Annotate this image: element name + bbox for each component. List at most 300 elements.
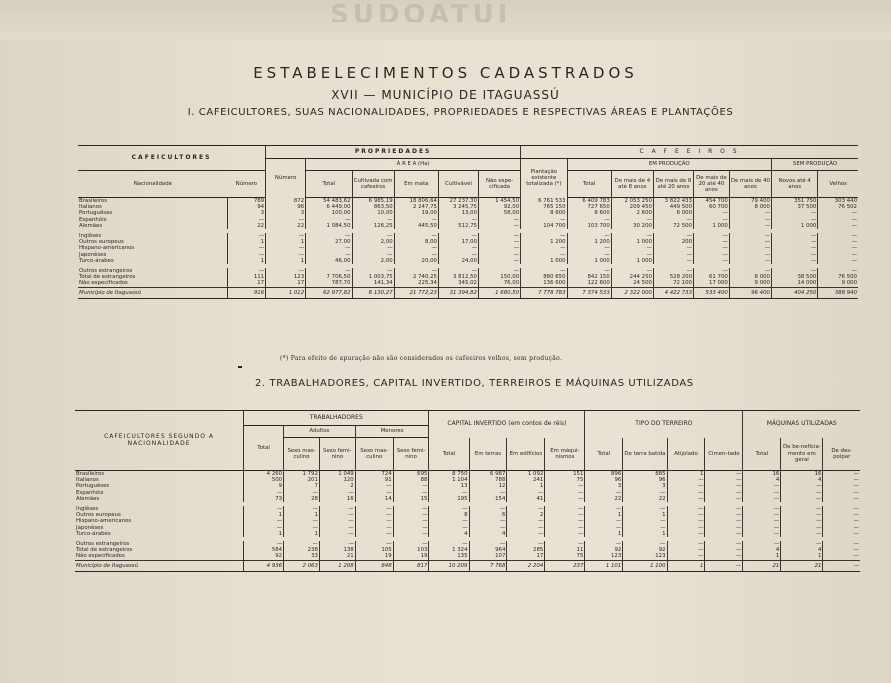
cell-value: 14	[355, 496, 393, 502]
col-cultivada: Cultivada com cafeeiros	[352, 171, 394, 198]
cell-value: 4	[743, 547, 781, 553]
cell-value: 8 600	[521, 210, 567, 216]
cell-value: 244 250	[611, 274, 653, 280]
row-label: Brasileiros	[79, 198, 108, 204]
cell-value: 449 500	[653, 204, 693, 210]
cell-value: —	[705, 490, 743, 496]
cell-value: 126,25	[352, 223, 394, 229]
cell-value: 404 250	[771, 287, 817, 298]
cell-value: 4 422 733	[653, 287, 693, 298]
cell-value: 727 650	[567, 204, 611, 210]
cell-value: 4 936	[244, 560, 284, 571]
cell-value: 209 450	[611, 204, 653, 210]
cell-value: —	[585, 541, 623, 547]
cell-value: —	[393, 541, 429, 547]
cell-value: —	[469, 525, 507, 531]
cell-value: 37 500	[771, 204, 817, 210]
table-trabalhadores	[75, 410, 860, 572]
row-label: Turco-árabes	[76, 530, 111, 537]
cell-value: 1	[781, 553, 823, 560]
cell-value: —	[355, 518, 393, 524]
cell-value: 200	[653, 239, 693, 245]
cell-value: —	[818, 239, 858, 245]
row-label: Portuguêses	[76, 483, 110, 490]
cell-value: 7 768	[469, 560, 507, 571]
cell-value: 18 806,64	[394, 198, 438, 205]
cell-value: 21 772,23	[394, 287, 438, 298]
header-capital: CAPITAL INVERTIDO (em contos de réis)	[429, 411, 585, 438]
cell-value: 22	[228, 223, 266, 229]
cell-value: —	[611, 245, 653, 251]
cell-value: 842 150	[567, 274, 611, 280]
cell-value: —	[781, 531, 823, 537]
cell-value: —	[355, 483, 393, 489]
cell-value: —	[611, 233, 653, 239]
col-maquinas-total: Total	[743, 438, 781, 471]
cell-value: 885	[623, 471, 667, 478]
cell-value: 24 500	[611, 280, 653, 287]
cell-value: —	[781, 518, 823, 524]
cell-value: 225,34	[394, 280, 438, 287]
row-label: Portuguêses	[79, 210, 113, 217]
table-row	[78, 280, 858, 287]
cell-value: —	[771, 252, 817, 258]
cell-value: —	[729, 245, 771, 251]
cell-value: —	[823, 483, 860, 489]
cell-value: —	[611, 252, 653, 258]
cell-value: —	[266, 252, 306, 258]
cell-value: —	[743, 531, 781, 537]
cell-value: —	[393, 490, 429, 496]
cell-value: —	[352, 245, 394, 251]
cell-value: 237	[545, 560, 585, 571]
cell-value: —	[667, 541, 705, 547]
row-label: Hispano-americanos	[79, 245, 135, 252]
cell-value: —	[771, 210, 817, 216]
cell-value: 58,00	[479, 210, 521, 216]
cell-value: —	[545, 518, 585, 524]
cell-value: —	[507, 531, 545, 537]
cell-value: 103 700	[567, 223, 611, 229]
cell-value: 27,00	[306, 239, 352, 245]
cell-value: —	[743, 496, 781, 502]
cell-value: —	[781, 506, 823, 512]
cell-value: —	[394, 268, 438, 274]
row-label: Não especificados	[79, 280, 128, 287]
cell-value: —	[284, 506, 320, 512]
cell-value: —	[818, 268, 858, 274]
cell-value: —	[705, 471, 743, 478]
cell-value: —	[545, 525, 585, 531]
cell-value: 1	[623, 531, 667, 537]
cell-value: 8 000	[729, 204, 771, 210]
cell-value: —	[228, 268, 266, 274]
cell-value: —	[355, 512, 393, 518]
cell-value: 21	[743, 560, 781, 571]
cell-value: 62 977,82	[306, 287, 352, 298]
cell-value: 151	[545, 471, 585, 478]
row-label: Município de Itaguassú	[78, 287, 228, 298]
cell-value: —	[653, 268, 693, 274]
cell-value: —	[228, 217, 266, 223]
cell-value: 1 000	[521, 258, 567, 264]
cell-value: 14 000	[771, 280, 817, 287]
cell-value: 111	[228, 274, 266, 280]
col-40: De mais de 40 anos	[729, 171, 771, 198]
cell-value: 73	[244, 496, 284, 502]
cell-value: —	[438, 245, 478, 251]
cell-value: —	[667, 518, 705, 524]
cell-value: —	[284, 525, 320, 531]
cell-value: —	[667, 547, 705, 553]
cell-value: 1 012	[266, 287, 306, 298]
cell-value: —	[818, 258, 858, 264]
cell-value: 10,00	[352, 210, 394, 216]
cell-value: 1	[507, 483, 545, 489]
cell-value: 12	[469, 483, 507, 489]
col-20-40: De mais de 20 até 40 anos	[694, 171, 730, 198]
cell-value: —	[545, 506, 585, 512]
cell-value: 1	[585, 531, 623, 537]
cell-value: —	[653, 245, 693, 251]
row-label: Outros estrangeiros	[76, 541, 130, 548]
header-cafe-nacionalidade: CAFEICULTORES SEGUNDO A NACIONALIDADE	[75, 411, 244, 471]
cell-value: —	[469, 506, 507, 512]
cell-value: 138	[319, 547, 355, 553]
cell-value: 1 792	[284, 471, 320, 478]
header-adultos: Adultos	[284, 426, 356, 438]
cell-value: 528 200	[653, 274, 693, 280]
cell-value: —	[394, 217, 438, 223]
cell-value: —	[479, 268, 521, 274]
cell-value: 195	[429, 496, 469, 502]
cell-value: —	[623, 518, 667, 524]
cell-value: —	[818, 217, 858, 223]
cell-value: —	[667, 553, 705, 560]
cell-value: 789	[228, 198, 266, 205]
cell-value: —	[319, 506, 355, 512]
cell-value: 1	[623, 512, 667, 518]
cell-value: 92,00	[479, 204, 521, 210]
cell-value: —	[781, 541, 823, 547]
cell-value: —	[694, 210, 730, 216]
cell-value: 512,75	[438, 223, 478, 229]
row-label: Espanhóis	[79, 216, 107, 223]
cell-value: —	[394, 245, 438, 251]
cell-value: —	[743, 506, 781, 512]
col-numero-prop: Número	[266, 159, 306, 198]
cell-value: 96	[585, 477, 623, 483]
cell-value: —	[694, 258, 730, 264]
header-terreiro: TIPO DO TERREIRO	[585, 411, 743, 438]
cell-value: 16	[319, 496, 355, 502]
cell-value: —	[705, 512, 743, 518]
col-despolpar: De des-polpar	[823, 438, 860, 471]
table-1-body	[78, 198, 858, 299]
cell-value: 22	[623, 496, 667, 502]
cell-value: —	[479, 258, 521, 264]
cell-value: 533 400	[694, 287, 730, 298]
cell-value: 6 985,19	[352, 198, 394, 205]
col-cimentado: Cimen-tado	[705, 438, 743, 471]
cell-value: 445,50	[394, 223, 438, 229]
cell-value: —	[507, 506, 545, 512]
cell-value: —	[393, 483, 429, 489]
row-label: Turco-árabes	[79, 257, 114, 264]
cell-value: —	[653, 252, 693, 258]
cell-value: 8 600	[567, 210, 611, 216]
cell-value: 1 100	[623, 560, 667, 571]
col-numero: Número	[228, 171, 266, 198]
header-sem-producao: SEM PRODUÇÃO	[771, 159, 858, 171]
cell-value: 92	[585, 547, 623, 553]
cell-value: 75	[545, 477, 585, 483]
cell-value: —	[394, 252, 438, 258]
cell-value: —	[653, 217, 693, 223]
cell-value: —	[705, 483, 743, 489]
cell-value: 123	[623, 553, 667, 560]
cell-value: 1 092	[507, 471, 545, 478]
header-maquinas: MÁQUINAS UTILIZADAS	[743, 411, 860, 438]
cell-value: —	[244, 518, 284, 524]
col-4-8: De mais de 4 até 8 anos	[611, 171, 653, 198]
cell-value: —	[429, 490, 469, 496]
cell-value: —	[818, 245, 858, 251]
cell-value: —	[667, 506, 705, 512]
cell-value: 92	[623, 547, 667, 553]
cell-value: 13	[429, 483, 469, 489]
header-trabalhadores: TRABALHADORES	[244, 411, 429, 426]
cell-value: 41	[507, 496, 545, 502]
cell-value: —	[705, 560, 743, 571]
cell-value: 123	[585, 553, 623, 560]
cell-value: 584	[244, 547, 284, 553]
cell-value: 60 700	[694, 204, 730, 210]
cell-value: —	[667, 525, 705, 531]
cell-value: 2	[319, 483, 355, 489]
cell-value: —	[266, 245, 306, 251]
cell-value: —	[284, 541, 320, 547]
cell-value: 76,00	[479, 280, 521, 287]
row-label: Italianos	[76, 477, 99, 484]
cell-value: 92	[244, 553, 284, 560]
row-label: Outros europeus	[76, 512, 121, 519]
header-propriedades: PROPRIEDADES	[266, 146, 521, 159]
municipio-total-row	[75, 560, 860, 571]
cell-value: 96	[623, 477, 667, 483]
cell-value: 7 374 533	[567, 287, 611, 298]
cell-value: —	[729, 268, 771, 274]
cell-value: —	[743, 512, 781, 518]
cell-value: —	[823, 477, 860, 483]
cell-value: 22	[585, 496, 623, 502]
cell-value: 7	[284, 483, 320, 489]
cell-value: —	[355, 506, 393, 512]
cell-value: —	[743, 541, 781, 547]
row-label: Município de Itaguassú	[75, 560, 244, 571]
cell-value: —	[438, 252, 478, 258]
cell-value: —	[393, 512, 429, 518]
cell-value: —	[823, 518, 860, 524]
cell-value: —	[823, 560, 860, 571]
cell-value: —	[394, 233, 438, 239]
cell-value: —	[228, 252, 266, 258]
cell-value: 4	[781, 547, 823, 553]
cell-value: —	[429, 541, 469, 547]
cell-value: —	[545, 496, 585, 502]
cell-value: —	[771, 217, 817, 223]
cell-value: 1 000	[771, 223, 817, 229]
col-em-edificios: Em edifícios	[507, 438, 545, 471]
cell-value: —	[355, 525, 393, 531]
row-label: Inglêses	[79, 233, 102, 240]
cell-value: 238	[284, 547, 320, 553]
col-terra-batida: De terra batida	[623, 438, 667, 471]
cell-value: 1	[667, 560, 705, 571]
cell-value: —	[319, 531, 355, 537]
cell-value: —	[355, 541, 393, 547]
cell-value: —	[469, 541, 507, 547]
cell-value: —	[438, 268, 478, 274]
cell-value: 154	[469, 496, 507, 502]
cell-value: —	[355, 490, 393, 496]
row-label: Italianos	[79, 204, 102, 211]
cell-value: 103	[393, 547, 429, 553]
cell-value: 21	[319, 553, 355, 560]
table-row	[78, 198, 858, 205]
cell-value: —	[705, 506, 743, 512]
cell-value: 24,00	[438, 258, 478, 264]
col-menor-masc: Sexo mas-culino	[355, 438, 393, 471]
cell-value: —	[266, 217, 306, 223]
cell-value: —	[284, 490, 320, 496]
cell-value: 9	[244, 483, 284, 489]
section-1-heading: I. CAFEICULTORES, SUAS NACIONALIDADES, PROPRIEDADES E RESPECTIVAS ÁREAS E PLANTAÇÕES	[187, 107, 734, 118]
cell-value: 15	[393, 496, 429, 502]
cell-value: —	[694, 245, 730, 251]
cell-value: —	[352, 268, 394, 274]
cell-value: —	[352, 217, 394, 223]
cell-value: 96	[266, 204, 306, 210]
cell-value: —	[623, 506, 667, 512]
cell-value: —	[244, 541, 284, 547]
cell-value: 1 000	[611, 239, 653, 245]
cell-value: —	[705, 531, 743, 537]
cell-value: 72 100	[653, 280, 693, 287]
cell-value: —	[729, 252, 771, 258]
cell-value: —	[771, 233, 817, 239]
cell-value: 2,00	[352, 239, 394, 245]
cell-value: 351 750	[771, 198, 817, 205]
cell-value: 17 000	[694, 280, 730, 287]
cell-value: 4	[781, 477, 823, 483]
cell-value: —	[306, 233, 352, 239]
cell-value: 872	[266, 198, 306, 205]
cell-value: 61 700	[694, 274, 730, 280]
cell-value: —	[694, 233, 730, 239]
cell-value: 201	[284, 477, 320, 483]
cell-value: 2	[507, 512, 545, 518]
cell-value: 1 049	[319, 471, 355, 478]
cell-value: —	[694, 268, 730, 274]
cell-value: 96 400	[729, 287, 771, 298]
cell-value: —	[611, 268, 653, 274]
cell-value: 1 200	[567, 239, 611, 245]
cell-value: —	[479, 239, 521, 245]
cell-value: 107	[469, 553, 507, 560]
cell-value: 123	[266, 274, 306, 280]
cell-value: —	[743, 518, 781, 524]
cell-value: —	[823, 541, 860, 547]
cell-value: 500	[244, 477, 284, 483]
cell-value: 2 063	[284, 560, 320, 571]
cell-value: 6 409 783	[567, 198, 611, 205]
cell-value: 46,00	[306, 258, 352, 264]
cell-value: —	[818, 210, 858, 216]
cell-value: —	[705, 525, 743, 531]
table-cafeicultores	[78, 145, 858, 299]
cell-value: 7 778 783	[521, 287, 567, 298]
cell-value: —	[355, 531, 393, 537]
cell-value: —	[781, 512, 823, 518]
cell-value: —	[469, 490, 507, 496]
cell-value: 3 822 433	[653, 198, 693, 205]
cell-value: 285	[507, 547, 545, 553]
cell-value: 17	[507, 553, 545, 560]
cell-value: —	[729, 223, 771, 229]
cell-value: —	[585, 506, 623, 512]
cell-value: —	[585, 518, 623, 524]
cell-value: 100,00	[306, 210, 352, 216]
cell-value: —	[429, 525, 469, 531]
cell-value: 16	[781, 471, 823, 478]
header-cafeicultores: CAFEICULTORES	[78, 146, 266, 171]
cell-value: —	[469, 518, 507, 524]
cell-value: —	[319, 525, 355, 531]
cell-value: 28	[284, 496, 320, 502]
cell-value: —	[545, 483, 585, 489]
cell-value: —	[507, 490, 545, 496]
cell-value: 1 000	[611, 258, 653, 264]
cell-value: 72 500	[653, 223, 693, 229]
cell-value: —	[705, 553, 743, 560]
col-novos: Novos até 4 anos	[771, 171, 817, 198]
cell-value: —	[393, 525, 429, 531]
cell-value: 136 600	[521, 280, 567, 287]
cell-value: —	[781, 525, 823, 531]
row-label: Japonêses	[79, 251, 107, 258]
cell-value: —	[585, 490, 623, 496]
cell-value: —	[479, 252, 521, 258]
cell-value: —	[818, 252, 858, 258]
cell-value: —	[705, 477, 743, 483]
cell-value: 1	[244, 531, 284, 537]
cell-value: 1 454,50	[479, 198, 521, 205]
cell-value: 20,00	[394, 258, 438, 264]
cell-value: —	[319, 541, 355, 547]
cell-value: —	[823, 471, 860, 478]
cell-value: —	[667, 477, 705, 483]
cell-value: 787,70	[306, 280, 352, 287]
cell-value: —	[823, 506, 860, 512]
col-adulto-masc: Sexo mas-culino	[284, 438, 320, 471]
cell-value: —	[284, 518, 320, 524]
cell-value: —	[352, 252, 394, 258]
cell-value: 3 245,75	[438, 204, 478, 210]
cell-value: 17	[266, 280, 306, 287]
cell-value: 1 680,50	[479, 287, 521, 298]
cell-value: 135	[429, 553, 469, 560]
